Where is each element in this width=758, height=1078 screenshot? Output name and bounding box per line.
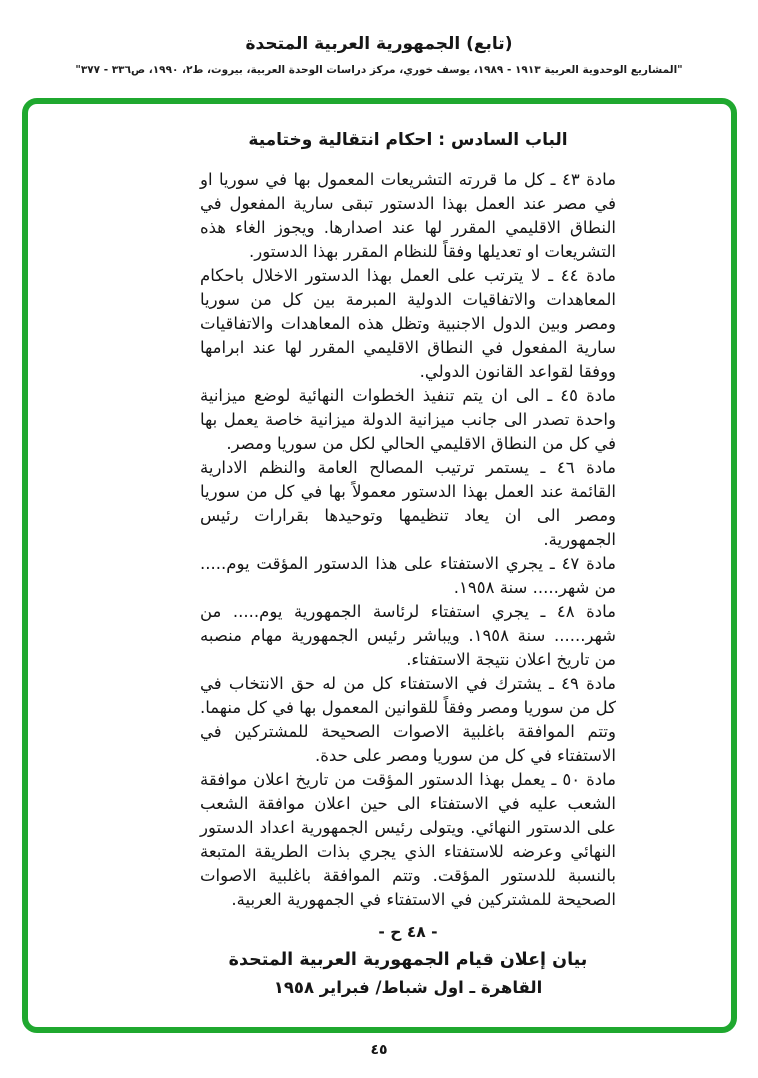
article-46: مادة ٤٦ ـ يستمر ترتيب المصالح العامة والنظم الادارية القائمة عند العمل بهذا الدستور معمولاً بها في كل من سوريا ومصر الى ان يعاد تنظيمها وتوحيدها بقرارات رئيس الجمهورية. <box>200 458 616 549</box>
section-title: الباب السادس : احكام انتقالية وختامية <box>248 130 568 150</box>
header-title: (تابع) الجمهورية العربية المتحدة <box>245 34 513 54</box>
declaration-heading-block <box>200 920 616 1000</box>
declaration-place-date: القاهرة ـ اول شباط/ فبراير ١٩٥٨ <box>273 978 543 997</box>
article-45: مادة ٤٥ ـ الى ان يتم تنفيذ الخطوات النهائية لوضع ميزانية واحدة تصدر الى جانب ميزانية الدولة ميزانية خاصة يعمل بها في كل من النطاق الاقليمي الحالي لكل من سوريا ومصر. <box>200 386 616 453</box>
page-header <box>0 0 758 76</box>
document-content <box>28 104 731 1033</box>
page-number: ٤٥ <box>370 1042 388 1058</box>
source-note <box>228 1028 588 1033</box>
article-48: مادة ٤٨ ـ يجري استفتاء لرئاسة الجمهورية يوم..... من شهر...... سنة ١٩٥٨. ويباشر رئيس الجمهورية مهام منصبه من تاريخ اعلان نتيجة الاستفتاء. <box>200 602 616 669</box>
article-44: مادة ٤٤ ـ لا يترتب على العمل بهذا الدستور الاخلال باحكام المعاهدات والاتفاقيات الدولية المبرمة بين كل من سوريا ومصر وبين الدول الاجنبية وتظل هذه المعاهدات والاتفاقيات سارية المفعول في النطاق الاقليمي المقرر لها عند ابرامها ووفقا لقواعد القانون الدولي. <box>200 266 616 381</box>
article-43: مادة ٤٣ ـ كل ما قررته التشريعات المعمول بها في سوريا او في مصر عند العمل بهذا الدستور تبقى سارية المفعول في النطاق الاقليمي المقرر لها عند اصدارها. ويجوز الغاء هذه التشريعات او تعديلها وفقاً للنظام المقرر بهذا الدستور. <box>200 170 616 261</box>
document-number: - ٤٨ ح - <box>378 923 438 941</box>
article-47: مادة ٤٧ ـ يجري الاستفتاء على هذا الدستور المؤقت يوم..... من شهر..... سنة ١٩٥٨. <box>200 554 616 597</box>
header-citation: "المشاريع الوحدوية العربية ١٩١٣ - ١٩٨٩، يوسف خوري، مركز دراسات الوحدة العربية، بيروت، ط٢، ١٩٩٠، ص٣٣٦ - ٣٧٧" <box>75 64 683 76</box>
declaration-title: بيان إعلان قيام الجمهورية العربية المتحدة <box>228 950 588 970</box>
content-frame <box>22 98 737 1033</box>
article-50: مادة ٥٠ ـ يعمل بهذا الدستور المؤقت من تاريخ اعلان موافقة الشعب عليه في الاستفتاء الى حين اعلان موافقة الشعب على الدستور النهائي. ويتولى رئيس الجمهورية اعداد الدستور النهائي وعرضه للاستفتاء الذي يجري بذات الطريقة المتبعة بالنسبة للدستور المؤقت. وتتم الموافقة باغلبية الاصوات الصحيحة للمشتركين في الاستفتاء في الجمهورية العربية. <box>200 770 616 909</box>
article-49: مادة ٤٩ ـ يشترك في الاستفتاء كل من له حق الانتخاب في كل من سوريا ومصر وفقاً للقوانين المعمول بها في كل منهما. وتتم الموافقة باغلبية الاصوات الصحيحة للمشتركين في الاستفتاء في كل من سوريا ومصر على حدة. <box>200 674 617 765</box>
